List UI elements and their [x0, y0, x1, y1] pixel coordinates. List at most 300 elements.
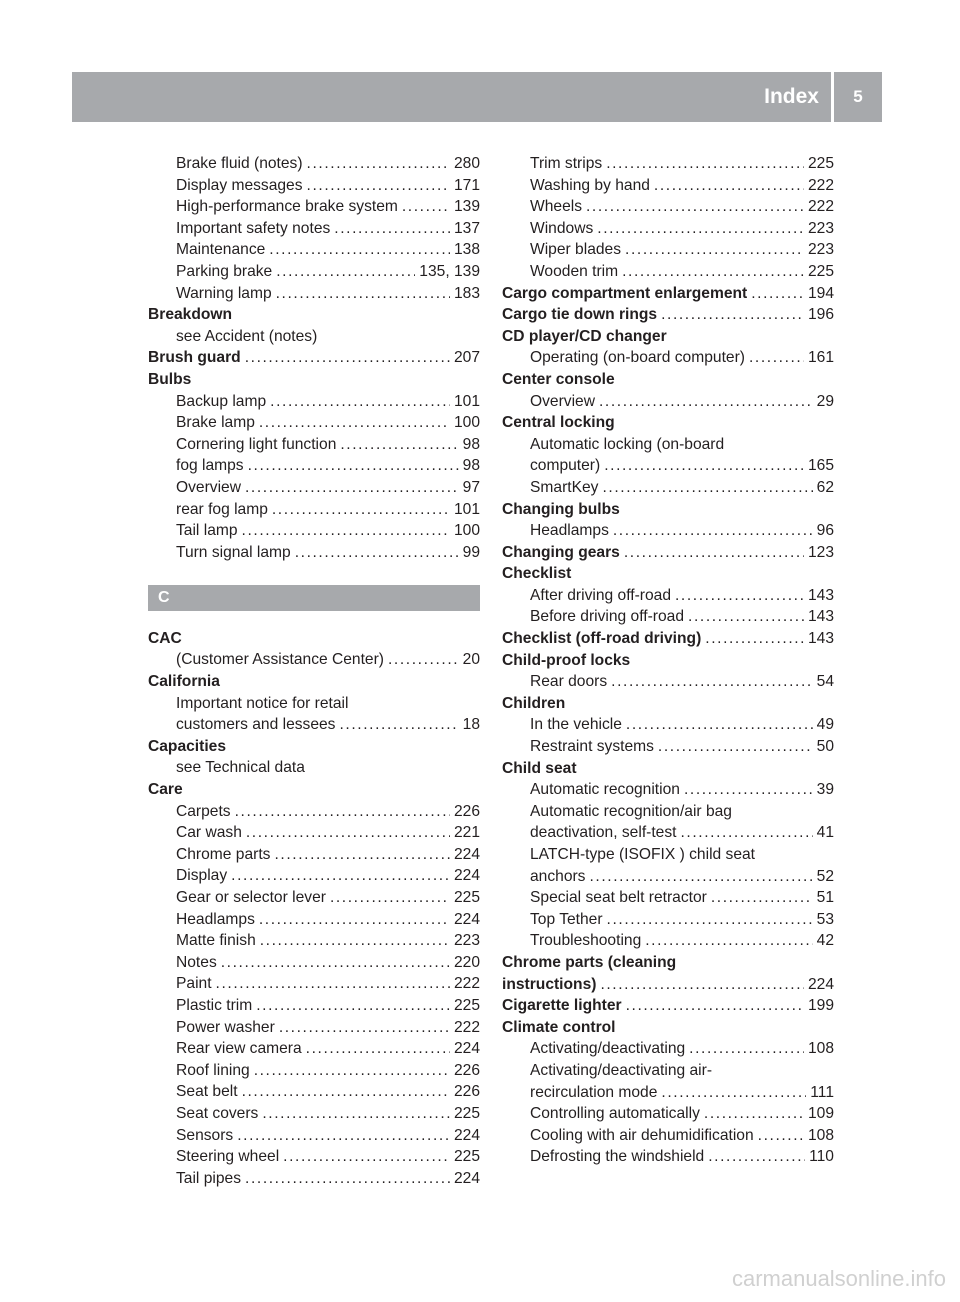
dot-leader [340, 434, 458, 456]
page-ref: 222 [453, 1018, 480, 1036]
entry-text: Activating/deactivating [530, 1040, 686, 1058]
entry-text: CAC [148, 629, 182, 647]
index-entry [502, 758, 834, 780]
index-subentry [148, 1103, 480, 1125]
index-subentry [502, 930, 834, 952]
entry-text: customers and lessees [176, 716, 336, 734]
index-entry [502, 499, 834, 521]
page-ref: 226 [453, 1083, 480, 1101]
header-title-box [72, 72, 831, 122]
page-ref: 29 [816, 392, 834, 410]
entry-text: Changing gears [502, 543, 620, 561]
entry-text: Carpets [176, 802, 231, 820]
index-subentry [148, 153, 480, 175]
entry-text: Cigarette lighter [502, 997, 622, 1015]
index-subentry [148, 218, 480, 240]
page-ref: 183 [453, 284, 480, 302]
page-ref: 143 [807, 608, 834, 626]
entry-text: (Customer Assistance Center) [176, 651, 384, 669]
entry-text: Tail lamp [176, 522, 238, 540]
page-ref: 225 [807, 262, 834, 280]
dot-leader [705, 628, 804, 650]
index-subentry [148, 412, 480, 434]
index-subentry [148, 434, 480, 456]
entry-text: computer) [530, 457, 601, 475]
entry-text: Cargo compartment enlargement [502, 284, 748, 302]
dot-leader [589, 866, 812, 888]
page-ref: 98 [462, 457, 480, 475]
entry-text: Capacities [148, 737, 227, 755]
index-entry [148, 736, 480, 758]
index-subentry [502, 866, 834, 888]
page-ref: 137 [453, 219, 480, 237]
dot-leader [246, 822, 450, 844]
dot-leader [675, 585, 804, 607]
entry-text: Changing bulbs [502, 500, 620, 518]
index-subentry [502, 434, 834, 456]
index-subentry [502, 175, 834, 197]
dot-leader [245, 477, 459, 499]
dot-leader [689, 1038, 804, 1060]
index-entry [502, 693, 834, 715]
entry-text: Restraint systems [530, 738, 654, 756]
index-entry [502, 326, 834, 348]
entry-text: Controlling automatically [530, 1105, 700, 1123]
index-subentry [502, 239, 834, 261]
index-subentry [502, 801, 834, 823]
index-subentry [502, 822, 834, 844]
index-subentry [148, 542, 480, 564]
dot-leader [254, 1060, 450, 1082]
dot-leader [751, 283, 804, 305]
page-ref: 220 [453, 953, 480, 971]
entry-text: SmartKey [530, 478, 599, 496]
entry-text: Windows [530, 219, 594, 237]
dot-leader [711, 887, 813, 909]
index-subentry [148, 693, 480, 715]
dot-leader [259, 909, 450, 931]
index-subentry [148, 1081, 480, 1103]
dot-leader [306, 1038, 450, 1060]
page-ref: 224 [453, 1040, 480, 1058]
index-entry [502, 563, 834, 585]
page-ref: 41 [816, 824, 834, 842]
index-subentry [502, 909, 834, 931]
entry-text: anchors [530, 867, 586, 885]
entry-text: Overview [176, 478, 241, 496]
index-subentry [502, 1146, 834, 1168]
entry-text: LATCH-type (ISOFIX ) child seat [530, 846, 756, 863]
entry-text: California [148, 673, 220, 691]
dot-leader [599, 391, 813, 413]
index-subentry [148, 930, 480, 952]
index-entry [148, 779, 480, 801]
entry-text: Matte finish [176, 932, 256, 950]
dot-leader [607, 909, 813, 931]
index-subentry [502, 1125, 834, 1147]
entry-text: Washing by hand [530, 176, 650, 194]
entry-text: Important notice for retail [176, 694, 349, 712]
page-ref: 224 [453, 867, 480, 885]
index-subentry [148, 175, 480, 197]
index-subentry [148, 887, 480, 909]
dot-leader [654, 175, 804, 197]
entry-text: Power washer [176, 1018, 275, 1036]
dot-leader [622, 261, 804, 283]
entry-text: Brake fluid (notes) [176, 155, 303, 172]
dot-leader [279, 1017, 450, 1039]
page-ref: 224 [453, 1169, 480, 1187]
entry-text: Children [502, 694, 566, 712]
page-ref: 223 [453, 932, 480, 950]
dot-leader [624, 542, 804, 564]
index-subentry [148, 499, 480, 521]
entry-text: Display messages [176, 176, 303, 194]
dot-leader [606, 153, 804, 175]
index-subentry [502, 671, 834, 693]
page-ref: 223 [807, 219, 834, 237]
index-subentry [502, 1103, 834, 1125]
index-entry [502, 283, 834, 305]
section-letter: C [148, 585, 480, 611]
page-ref: 100 [453, 522, 480, 540]
dot-leader [602, 477, 812, 499]
page-ref: 161 [807, 349, 834, 367]
dot-leader [758, 1125, 804, 1147]
dot-leader [270, 391, 450, 413]
entry-text: Seat covers [176, 1104, 259, 1122]
entry-text: Chrome parts (cleaning [502, 953, 677, 971]
entry-text: Brush guard [148, 349, 241, 367]
entry-text: Automatic recognition/air bag [530, 802, 732, 820]
entry-text: Wiper blades [530, 241, 622, 259]
page-ref: 225 [453, 1148, 480, 1166]
entry-text: High-performance brake system [176, 198, 398, 216]
entry-text: Wooden trim [530, 262, 619, 280]
dot-leader [688, 606, 804, 628]
page-ref: 221 [453, 824, 480, 842]
entry-text: Center console [502, 370, 615, 388]
dot-leader [269, 239, 450, 261]
entry-text: Defrosting the windshield [530, 1148, 705, 1166]
page-ref: 62 [816, 478, 834, 496]
dot-leader [242, 520, 450, 542]
dot-leader [248, 455, 459, 477]
dot-leader [661, 304, 804, 326]
entry-text: Overview [530, 392, 595, 410]
dot-leader [283, 1146, 450, 1168]
entry-text: Car wash [176, 824, 242, 842]
index-subentry [148, 1060, 480, 1082]
dot-leader [334, 218, 450, 240]
page-ref: 123 [807, 543, 834, 561]
index-entry [502, 952, 834, 974]
dot-leader [216, 973, 450, 995]
page-ref: 224 [453, 1126, 480, 1144]
dot-leader [245, 347, 450, 369]
dot-leader [658, 736, 813, 758]
index-subentry [148, 1125, 480, 1147]
page-ref: 18 [462, 716, 480, 734]
entry-text: Notes [176, 953, 217, 971]
index-subentry [148, 865, 480, 887]
index-subentry [502, 153, 834, 175]
index-subentry [148, 909, 480, 931]
entry-text: Plastic trim [176, 996, 253, 1014]
index-subentry [148, 239, 480, 261]
index-subentry [502, 196, 834, 218]
index-column-left [148, 153, 480, 1189]
index-subentry [502, 218, 834, 240]
index-entry [502, 304, 834, 326]
entry-text: Cargo tie down rings [502, 306, 658, 324]
page-ref: 226 [453, 1061, 480, 1079]
index-subentry [148, 801, 480, 823]
dot-leader [625, 239, 804, 261]
entry-text: After driving off-road [530, 586, 671, 604]
page-ref: 143 [807, 630, 834, 648]
index-entry [148, 304, 480, 326]
entry-text: Headlamps [176, 910, 255, 928]
dot-leader [680, 822, 812, 844]
entry-text: rear fog lamp [176, 500, 268, 518]
entry-text: Warning lamp [176, 284, 272, 302]
entry-text: Steering wheel [176, 1148, 280, 1166]
entry-text: Paint [176, 975, 212, 993]
entry-text: Bulbs [148, 370, 192, 388]
index-entry [502, 369, 834, 391]
page-ref: 52 [816, 867, 834, 885]
entry-text: Roof lining [176, 1061, 250, 1079]
entry-text: Special seat belt retractor [530, 889, 707, 907]
index-subentry [502, 736, 834, 758]
page-ref: 109 [807, 1105, 834, 1123]
dot-leader [661, 1082, 806, 1104]
dot-leader [272, 499, 450, 521]
page-ref: 53 [816, 910, 834, 928]
index-subentry [148, 649, 480, 671]
page-ref: 139 [453, 198, 480, 216]
index-subentry [148, 822, 480, 844]
dot-leader [221, 952, 450, 974]
page-ref: 138 [453, 241, 480, 259]
entry-text: Automatic locking (on-board [530, 435, 725, 453]
page-ref: 196 [807, 306, 834, 324]
index-entry [148, 671, 480, 693]
page-ref: 224 [453, 845, 480, 863]
dot-leader [260, 930, 450, 952]
page-ref: 39 [816, 781, 834, 799]
index-subentry [148, 844, 480, 866]
dot-leader [307, 175, 450, 197]
page-ref: 224 [807, 975, 834, 993]
index-subentry [148, 952, 480, 974]
page-ref: 111 [810, 1083, 834, 1101]
entry-text: Sensors [176, 1126, 234, 1144]
entry-text: Care [148, 781, 183, 799]
dot-leader [704, 1103, 804, 1125]
page-ref: 51 [816, 889, 834, 907]
entry-text: Activating/deactivating air- [530, 1061, 713, 1079]
index-subentry [502, 1038, 834, 1060]
entry-text: Backup lamp [176, 392, 267, 410]
dot-leader [597, 218, 804, 240]
index-subentry [148, 1168, 480, 1190]
entry-text: Display [176, 867, 228, 885]
entry-text: Automatic recognition [530, 781, 680, 799]
index-subentry [502, 347, 834, 369]
entry-text: see Technical data [176, 759, 305, 777]
entry-text: Seat belt [176, 1083, 238, 1101]
dot-leader [259, 412, 450, 434]
dot-leader [586, 196, 804, 218]
dot-leader [402, 196, 450, 218]
page-ref: 99 [462, 543, 480, 561]
dot-leader [256, 995, 450, 1017]
index-subentry [148, 973, 480, 995]
dot-leader [231, 865, 450, 887]
header-title: Index [764, 85, 819, 108]
page-ref: 20 [462, 651, 480, 669]
dot-leader [295, 542, 459, 564]
index-subentry [148, 1017, 480, 1039]
page-ref: 225 [453, 889, 480, 906]
dot-leader [626, 995, 804, 1017]
page-ref: 49 [816, 716, 834, 734]
entry-text: Tail pipes [176, 1169, 242, 1187]
entry-text: Breakdown [148, 306, 233, 324]
entry-text: see Accident (notes) [176, 327, 318, 345]
entry-text: Operating (on-board computer) [530, 349, 745, 367]
index-subentry [502, 585, 834, 607]
page-ref: 225 [453, 996, 480, 1014]
entry-text: fog lamps [176, 457, 244, 475]
dot-leader [613, 520, 813, 542]
index-subentry [502, 455, 834, 477]
dot-leader [684, 779, 813, 801]
index-subentry [148, 326, 480, 348]
dot-leader [276, 261, 415, 283]
index-subentry [502, 844, 834, 866]
entry-text: Troubleshooting [530, 932, 642, 950]
index-entry [502, 995, 834, 1017]
entry-text: Parking brake [176, 262, 273, 280]
dot-leader [626, 714, 813, 736]
dot-leader [235, 801, 450, 823]
index-column-right [502, 153, 834, 1168]
index-subentry [148, 995, 480, 1017]
page-ref: 100 [453, 414, 480, 432]
dot-leader [600, 974, 804, 996]
entry-text: recirculation mode [530, 1083, 658, 1101]
dot-leader [274, 844, 450, 866]
index-subentry [148, 196, 480, 218]
dot-leader [339, 714, 458, 736]
index-subentry [148, 714, 480, 736]
index-subentry [502, 606, 834, 628]
page-ref: 143 [807, 586, 834, 604]
page-ref: 223 [807, 241, 834, 259]
page-ref: 225 [807, 155, 834, 172]
page-ref: 108 [807, 1040, 834, 1058]
index-entry [502, 628, 834, 650]
page-ref: 199 [807, 997, 834, 1015]
dot-leader [645, 930, 812, 952]
page-ref: 101 [453, 500, 480, 518]
entry-text: Rear doors [530, 673, 608, 691]
entry-text: Cornering light function [176, 435, 337, 453]
entry-text: Maintenance [176, 241, 266, 259]
dot-leader [330, 887, 450, 909]
entry-text: Child-proof locks [502, 651, 631, 669]
index-subentry [502, 714, 834, 736]
index-subentry [148, 1146, 480, 1168]
page-ref: 98 [462, 435, 480, 453]
page-number: 5 [834, 72, 882, 122]
entry-text: Checklist [502, 565, 572, 583]
dot-leader [749, 347, 804, 369]
page-ref: 226 [453, 802, 480, 820]
dot-leader [611, 671, 813, 693]
entry-text: Rear view camera [176, 1040, 302, 1058]
index-subentry [502, 261, 834, 283]
dot-leader [262, 1103, 450, 1125]
page-ref: 280 [453, 155, 480, 172]
entry-text: In the vehicle [530, 716, 622, 734]
dot-leader [242, 1081, 450, 1103]
index-subentry [148, 283, 480, 305]
page-ref: 50 [816, 738, 834, 756]
entry-text: Wheels [530, 198, 582, 216]
dot-leader [245, 1168, 450, 1190]
page-ref: 96 [816, 522, 834, 540]
page-ref: 101 [453, 392, 480, 410]
entry-text: Child seat [502, 759, 577, 777]
page-ref: 135, 139 [419, 262, 480, 280]
watermark: carmanualsonline.info [731, 1266, 946, 1291]
index-entry [148, 347, 480, 369]
page-ref: 224 [453, 910, 480, 928]
page-ref: 222 [807, 176, 834, 194]
page-ref: 165 [807, 457, 834, 475]
page-ref: 97 [462, 478, 480, 496]
index-entry [502, 542, 834, 564]
dot-leader [237, 1125, 450, 1147]
entry-text: Checklist (off-road driving) [502, 630, 702, 648]
index-subentry [502, 520, 834, 542]
page-ref: 207 [453, 349, 480, 367]
index-subentry [148, 455, 480, 477]
dot-leader [307, 153, 450, 175]
page-ref: 110 [809, 1148, 834, 1166]
dot-leader [604, 455, 804, 477]
entry-text: Climate control [502, 1018, 616, 1036]
entry-text: Top Tether [530, 910, 603, 928]
section-gap [148, 563, 480, 585]
index-subentry [502, 887, 834, 909]
entry-text: deactivation, self-test [530, 824, 677, 842]
page-ref: 194 [807, 284, 834, 302]
index-subentry [148, 477, 480, 499]
index-entry [502, 1017, 834, 1039]
index-subentry [502, 391, 834, 413]
page-ref: 171 [453, 176, 480, 194]
entry-text: Turn signal lamp [176, 543, 291, 561]
page-ref: 225 [453, 1104, 480, 1122]
index-subentry [502, 1082, 834, 1104]
dot-leader [388, 649, 459, 671]
index-entry [148, 628, 480, 650]
